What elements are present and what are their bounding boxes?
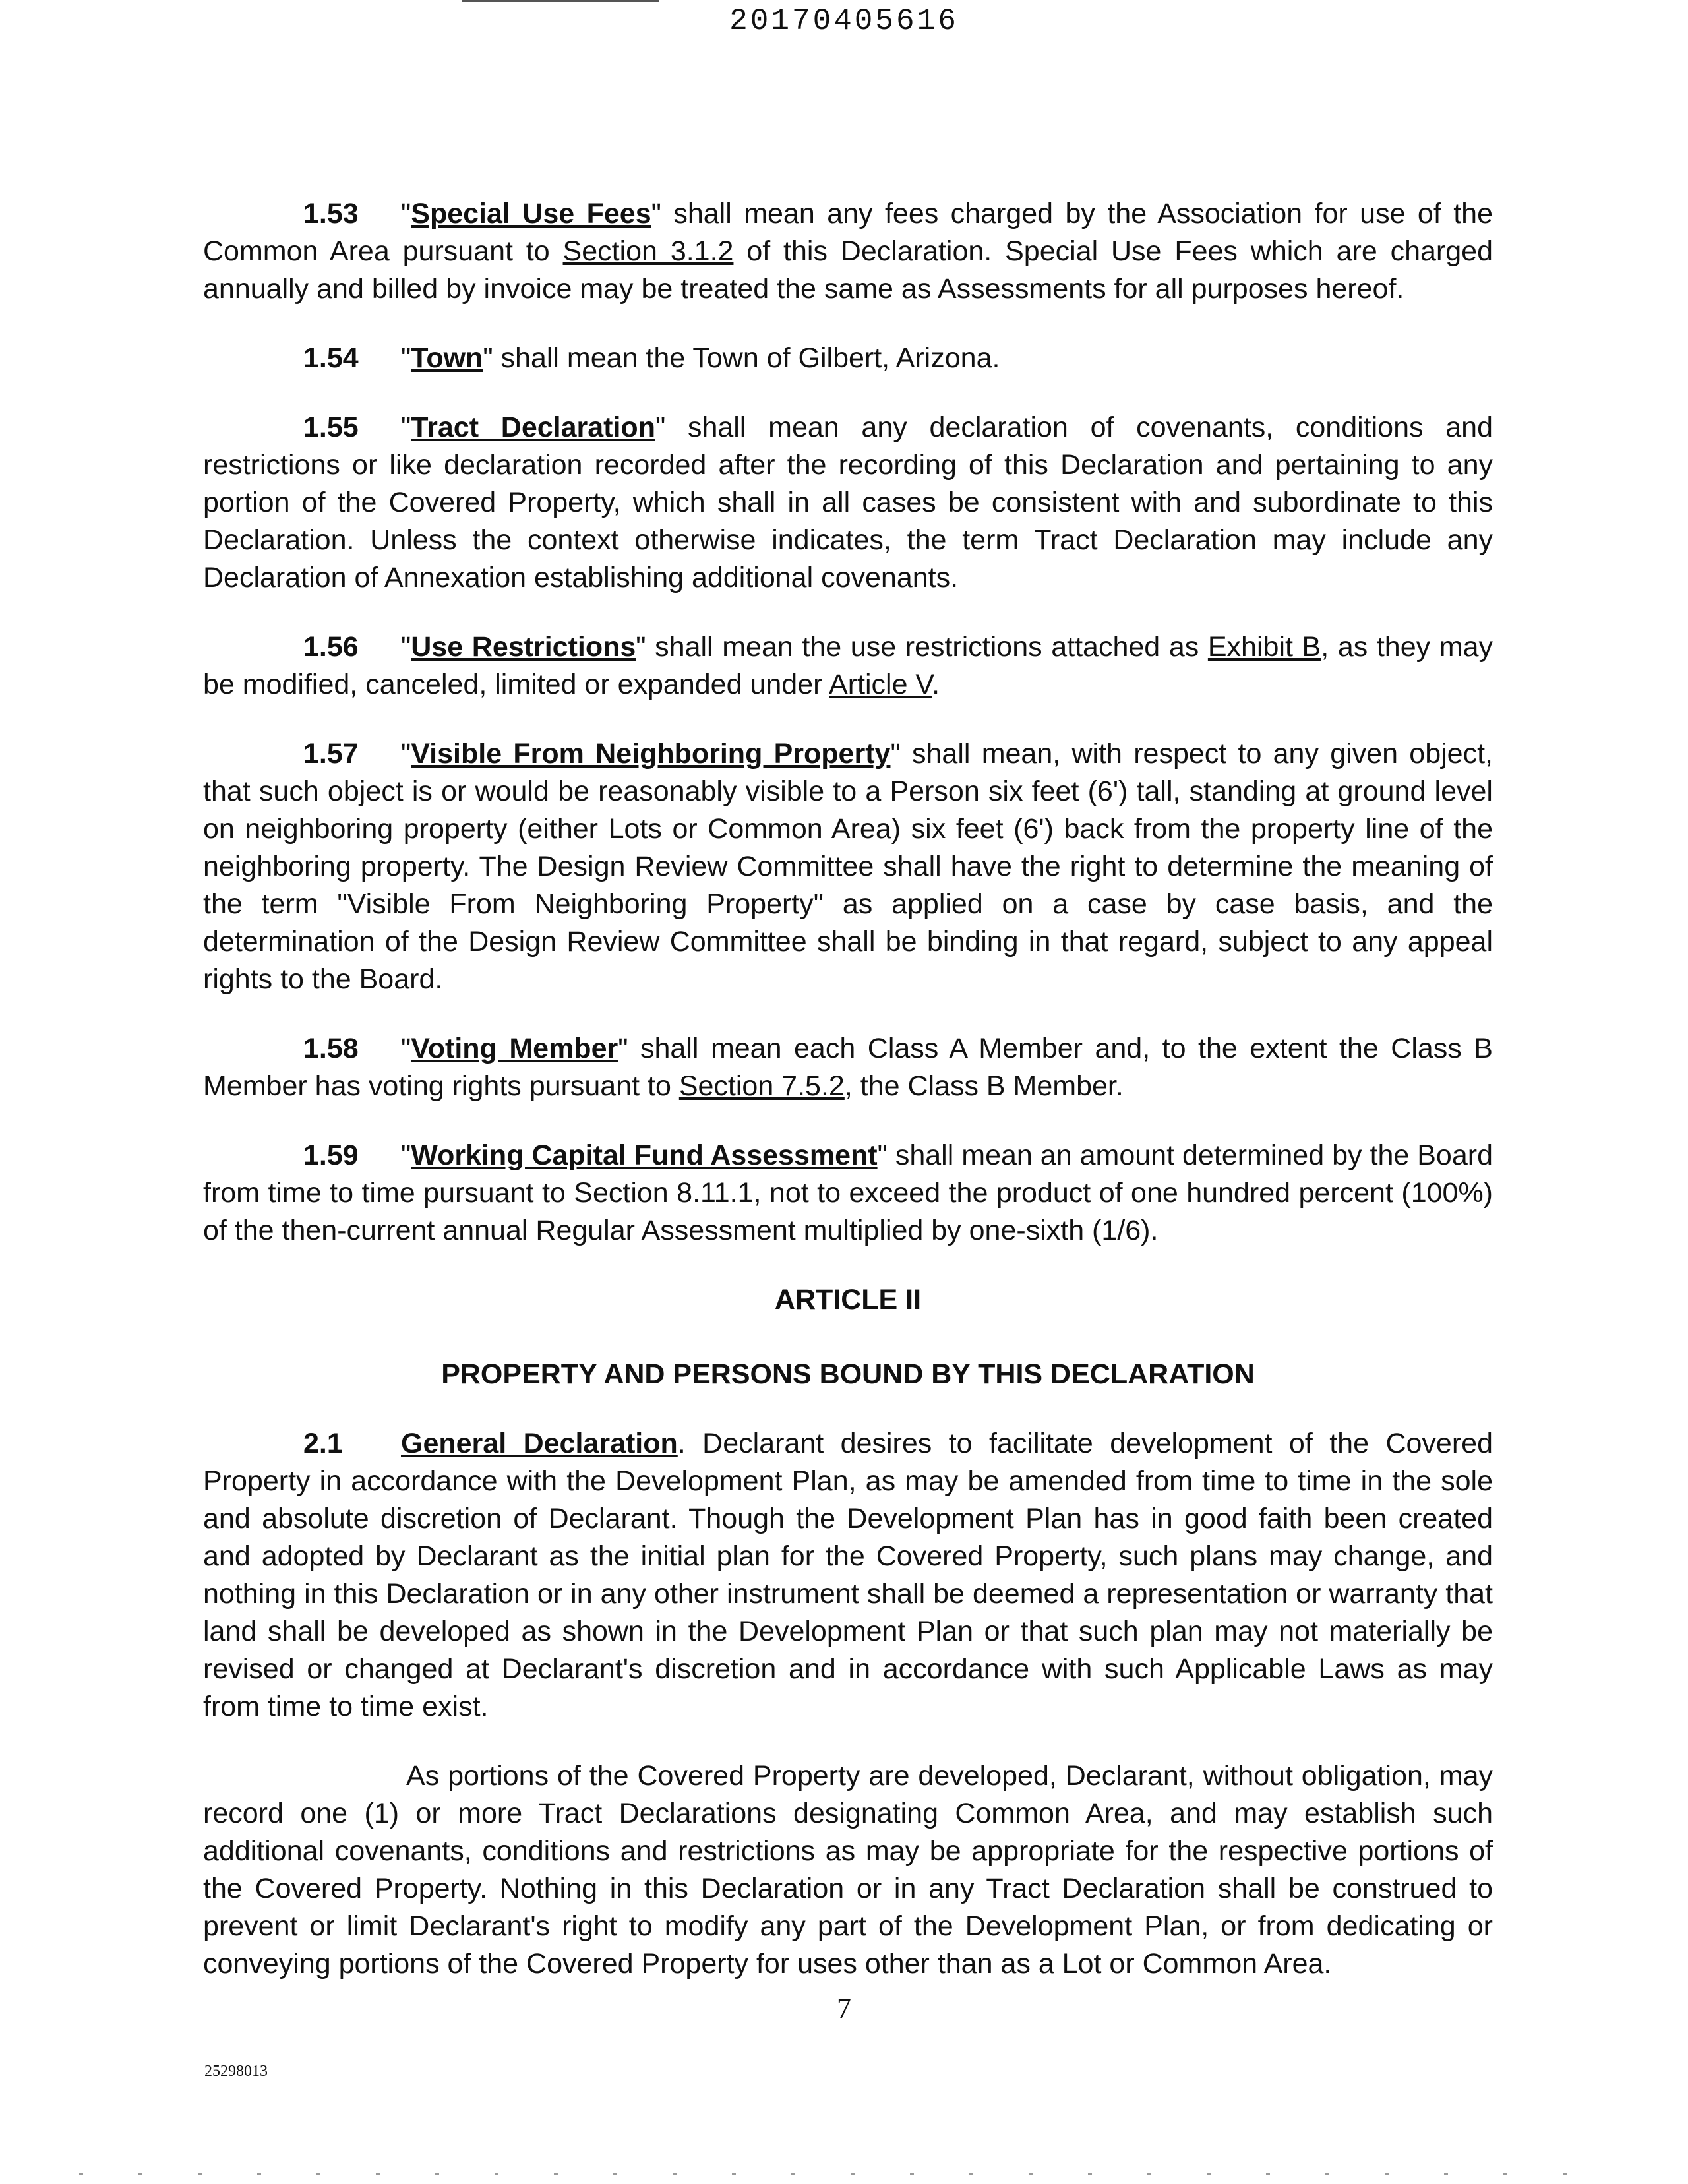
scan-artifact-top [462,0,659,2]
section-1-57: 1.57 "Visible From Neighboring Property" shall mean, with respect to any given object, that such object is or would be reasonably visible to a Person six feet (6') tall, standing at ground level on neighboring property (either Lots or Common Area) six feet (6') back from the property line of the neighboring property. The Design Review Committee shall have the right to determine the meaning of the term "Visible From Neighboring Property" as applied on a case by case basis, and the determination of the Design Review Committee shall be binding in that regard, subject to any appeal rights to the Board. [203,735,1493,998]
cross-reference: Exhibit B [1207,631,1321,663]
section-1-53: 1.53 "Special Use Fees" shall mean any fees charged by the Association for use of the Common Area pursuant to Section 3.1.2 of this Declaration. Special Use Fees which are charged annually and billed by invoice may be treated the same as Assessments for all purposes hereof. [203,195,1493,308]
section-number: 1.56 [303,631,359,663]
section-number: 1.54 [303,342,359,374]
section-text: " shall mean any fees charged by the Association for use of the Common Area pursuant to [203,198,1493,267]
section-text: " shall mean an amount determined by the Board from time to time pursuant to Section 8.11.1, not to exceed the product of one hundred percent (100%) of the then-current annual Regular Assessment multiplied by one-sixth (1/6). [203,1139,1493,1246]
paragraph: As portions of the Covered Property are developed, Declarant, without obligation, may record one (1) or more Tract Declarations designating Common Area, and may establish such additional covenants, conditions and restrictions as may be appropriate for the respective portions of the Covered Property. Nothing in this Declaration or in any Tract Declaration shall be construed to prevent or limit Declarant's right to modify any part of the Development Plan, or from dedicating or conveying portions of the Covered Property for uses other than as a Lot or Common Area. [203,1760,1493,1980]
section-text: " shall mean the use restrictions attached as [636,631,1208,663]
section-number: 1.59 [303,1139,359,1171]
recording-number: 20170405616 [729,4,959,38]
section-text: , as they may be modified, canceled, limited or expanded under [203,631,1493,700]
defined-term: Working Capital Fund Assessment [411,1139,878,1171]
section-number: 1.53 [303,198,359,229]
article-title: ARTICLE II [774,1284,922,1316]
section-text: of this Declaration. Special Use Fees which are charged annually and billed by invoice may be treated the same as Assessments for all purposes hereof. [203,235,1493,305]
cross-reference: Section 7.5.2 [678,1070,845,1102]
section-number: 1.57 [303,738,359,770]
section-text: . Declarant desires to facilitate development of the Covered Property in accordance with the Development Plan, as may be amended from time to time in the sole and absolute discretion of Declarant. Though the Development Plan has in good faith been created and adopted by Declarant as the initial plan for the Covered Property, such plans may change, and nothing in this Declaration or in any other instrument shall be deemed a representation or warranty that land shall be developed as shown in the Development Plan or that such plan may not materially be revised or changed at Declarant's discretion and in accordance with such Applicable Laws as may from time to time exist. [203,1428,1493,1722]
page-number: 7 [837,1992,851,2024]
cross-reference: Article V [829,669,932,700]
section-number: 1.58 [303,1033,359,1064]
cross-reference: Section 3.1.2 [562,235,734,267]
section-2-1 [203,1425,1493,1726]
defined-term: Special Use Fees [411,198,651,229]
defined-term: Voting Member [411,1033,618,1064]
defined-term: Tract Declaration [411,411,655,443]
defined-term: Use Restrictions [411,631,636,663]
section-text: " shall mean any declaration of covenants, conditions and restrictions or like declaration recorded after the recording of this Declaration and pertaining to any portion of the Covered Property, which shall in all cases be consistent with and subordinate to this Declaration. Unless the context otherwise indicates, the term Tract Declaration may include any Declaration of Annexation establishing additional covenants. [203,411,1493,593]
document-body [203,195,1493,2015]
section-1-54: 1.54 "Town" shall mean the Town of Gilbert, Arizona. [203,340,1493,377]
section-1-58: 1.58 "Voting Member" shall mean each Class A Member and, to the extent the Class B Member has voting rights pursuant to Section 7.5.2, the Class B Member. [203,1030,1493,1105]
article-subtitle: PROPERTY AND PERSONS BOUND BY THIS DECLARATION [441,1358,1255,1390]
section-1-59: 1.59 "Working Capital Fund Assessment" shall mean an amount determined by the Board from time to time pursuant to Section 8.11.1, not to exceed the product of one hundred percent (100%) of the then-current annual Regular Assessment multiplied by one-sixth (1/6). [203,1137,1493,1250]
defined-term: Town [411,342,483,374]
section-1-55: 1.55 "Tract Declaration" shall mean any declaration of covenants, conditions and restrictions or like declaration recorded after the recording of this Declaration and pertaining to any portion of the Covered Property, which shall in all cases be consistent with and subordinate to this Declaration. Unless the context otherwise indicates, the term Tract Declaration may include any Declaration of Annexation establishing additional covenants. [203,409,1493,597]
document-id: 25298013 [204,2063,268,2080]
section-text: , the Class B Member. [844,1070,1124,1102]
section-1-56: 1.56 "Use Restrictions" shall mean the use restrictions attached as Exhibit B, as they may be modified, canceled, limited or expanded under Article V. [203,628,1493,704]
section-text: . [932,669,940,700]
section-text: " shall mean the Town of Gilbert, Arizona. [483,342,1000,374]
section-text: " shall mean each Class A Member and, to the extent the Class B Member has voting rights pursuant to [203,1033,1493,1102]
section-text: " shall mean, with respect to any given object, that such object is or would be reasonably visible to a Person six feet (6') tall, standing at ground level on neighboring property (either Lots or Common Area) six feet (6') back from the property line of the neighboring property. The Design Review Committee shall have the right to determine the meaning of the term "Visible From Neighboring Property" as applied on a case by case basis, and the determination of the Design Review Committee shall be binding in that regard, subject to any appeal rights to the Board. [203,738,1493,995]
section-number: 1.55 [303,411,359,443]
section-heading: General Declaration [401,1428,678,1459]
scan-artifact-bottom [79,2173,1609,2175]
defined-term: Visible From Neighboring Property [411,738,891,770]
section-number: 2.1 [303,1428,343,1459]
